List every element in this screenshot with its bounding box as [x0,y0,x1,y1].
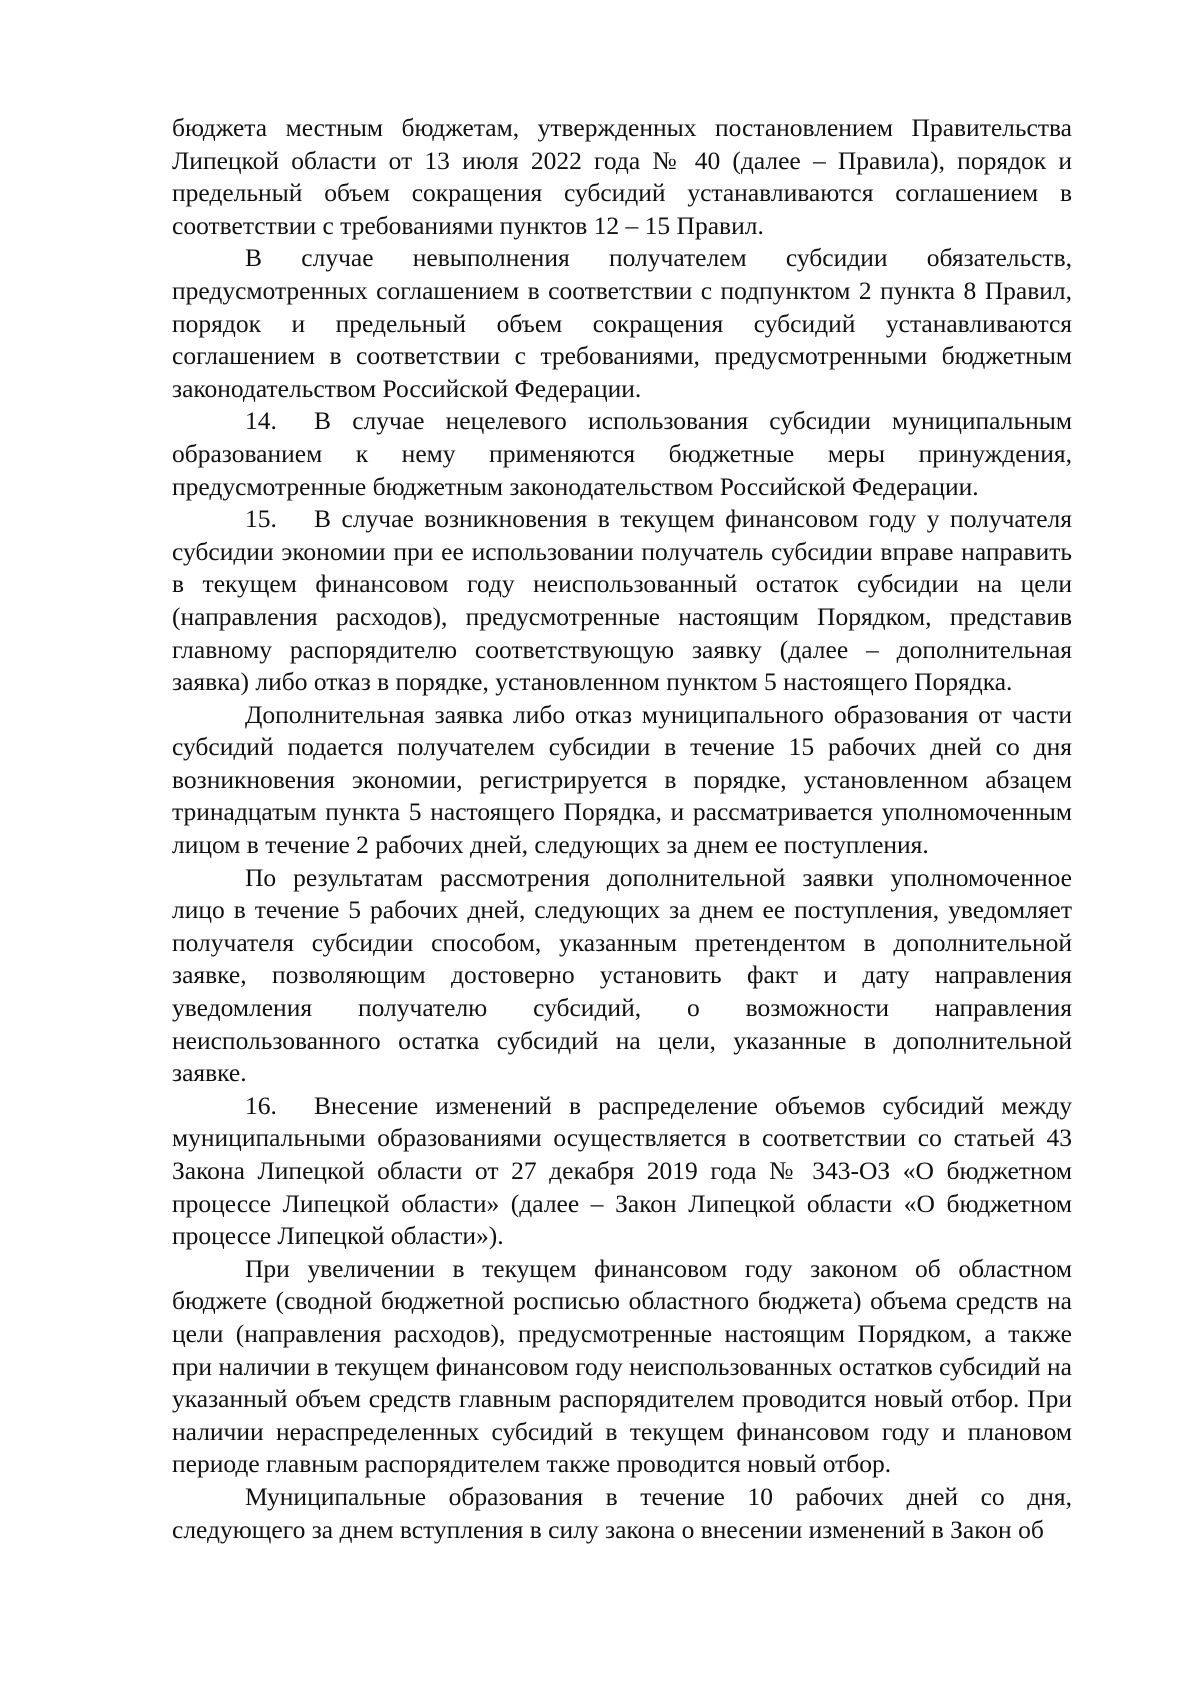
item-number: 16. [245,1090,277,1120]
paragraph-item-16 [172,1090,1072,1253]
paragraph-text: Внесение изменений в распределение объемов субсидий между муниципальными образованиями осуществляется в соответствии со статьей 43 Закона Липецкой области от 27 декабря 2019 года № 343-ОЗ «О бюджетном процессе Липецкой области» (далее – Закон Липецкой области «О бюджетном процессе Липецкой области»). [172,1090,1072,1251]
document-page [172,112,1072,1546]
paragraph-non-fulfillment [172,242,1072,405]
paragraph-new-selection [172,1253,1072,1481]
paragraph-item-14 [172,405,1072,503]
paragraph-text: бюджета местным бюджетам, утвержденных постановлением Правительства Липецкой области от 13 июля 2022 года № 40 (далее – Правила), порядок и предельный объем сокращения субсидий устанавливаются соглашением в соответствии с требованиями пунктов 12 – 15 Правил. [172,113,1072,240]
paragraph-text: При увеличении в текущем финансовом году законом об областном бюджете (сводной бюджетной росписью областного бюджета) объема средств на цели (направления расходов), предусмотренные настоящим Порядком, а также при наличии в текущем финансовом году неиспользованных остатков субсидий на указанный объем средств главным распорядителем проводится новый отбор. При наличии нераспределенных субсидий в текущем финансовом году и плановом периоде главным распорядителем также проводится новый отбор. [172,1253,1072,1479]
paragraph-text: По результатам рассмотрения дополнительной заявки уполномоченное лицо в течение 5 рабочих дней, следующих за днем ее поступления, уведомляет получателя субсидии способом, указанным претендентом в дополнительной заявке, позволяющим достоверно установить факт и дату направления уведомления получателю субсидий, о возможности направления неиспользованного остатка субсидий на цели, указанные в дополнительной заявке. [172,862,1072,1088]
paragraph-text: В случае возникновения в текущем финансовом году у получателя субсидии экономии при ее использовании получатель субсидии вправе направить в текущем финансовом году неиспользованный остаток субсидии на цели (направления расходов), предусмотренные настоящим Порядком, представив главному распорядителю соответствующую заявку (далее – дополнительная заявка) либо отказ в порядке, установленном пунктом 5 настоящего Порядка. [172,504,1072,697]
paragraph-text: В случае невыполнения получателем субсидии обязательств, предусмотренных соглашением в соответствии с подпунктом 2 пункта 8 Правил, порядок и предельный объем сокращения субсидий устанавливаются соглашением в соответствии с требованиями, предусмотренными бюджетным законодательством Российской Федерации. [172,243,1072,403]
paragraph-text: В случае нецелевого использования субсидии муниципальным образованием к нему применяются бюджетные меры принуждения, предусмотренные бюджетным законодательством Российской Федерации. [172,406,1072,501]
paragraph-additional-request [172,699,1072,862]
paragraph-continuation [172,112,1072,242]
paragraph-text: Дополнительная заявка либо отказ муниципального образования от части субсидий подается получателем субсидии в течение 15 рабочих дней со дня возникновения экономии, регистрируется в порядке, установленном абзацем тринадцатым пункта 5 настоящего Порядка, и рассматривается уполномоченным лицом в течение 2 рабочих дней, следующих за днем ее поступления. [172,699,1072,860]
paragraph-municipalities [172,1481,1072,1546]
paragraph-text: Муниципальные образования в течение 10 рабочих дней со дня, следующего за днем вступления в силу закона о внесении изменений в Закон об [172,1481,1072,1544]
item-number: 14. [245,406,277,436]
paragraph-review-results [172,862,1072,1090]
paragraph-item-15 [172,503,1072,699]
item-number: 15. [245,504,277,534]
